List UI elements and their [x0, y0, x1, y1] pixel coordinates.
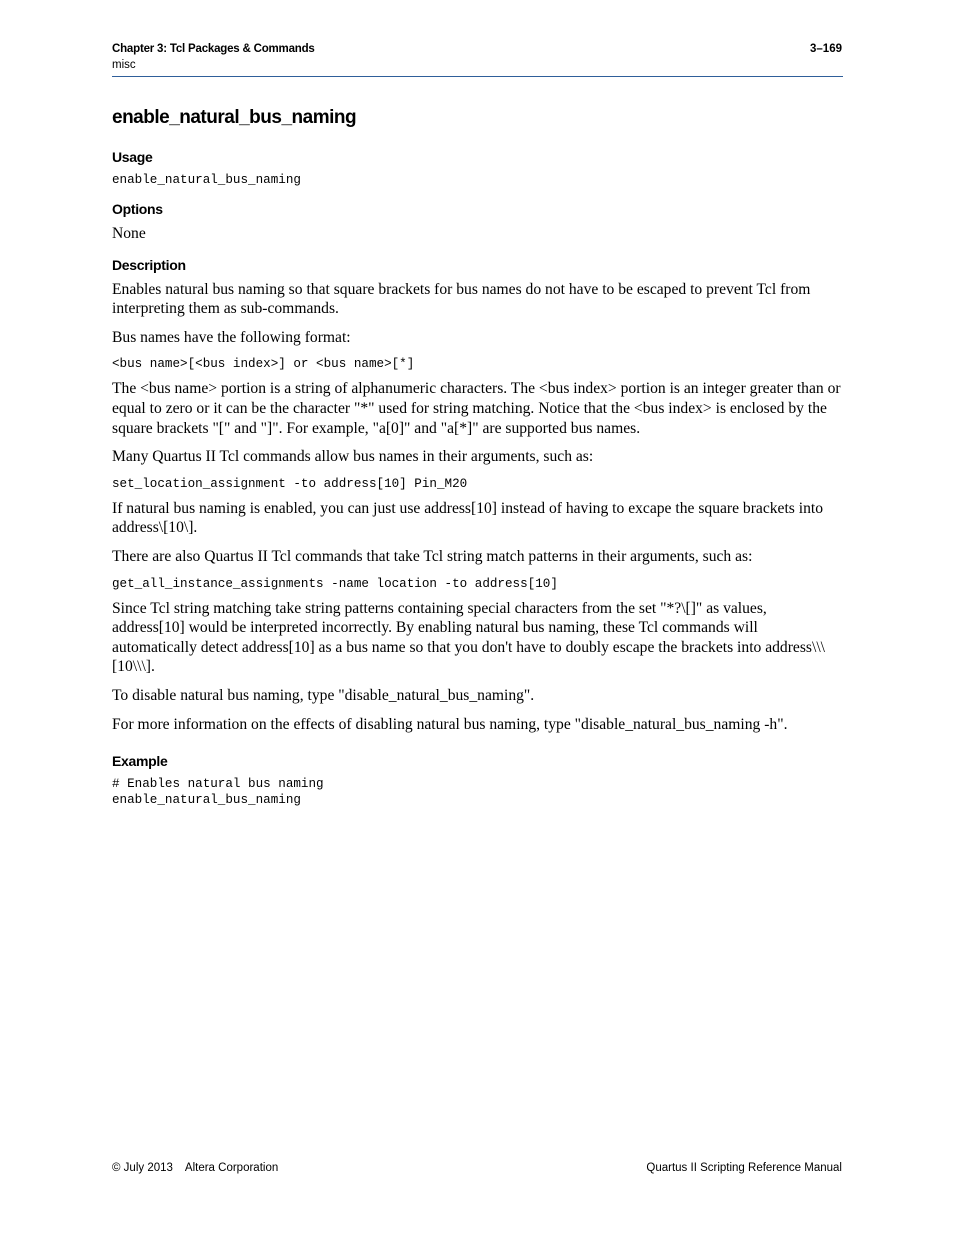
set-location-code: set_location_assignment -to address[10] Pin_M20 [112, 476, 468, 491]
description-paragraph-6: There are also Quartus II Tcl commands that take Tcl string match patterns in their arguments, such as: [112, 547, 753, 565]
footer-manual-title: Quartus II Scripting Reference Manual [646, 1162, 842, 1174]
page-title: enable_natural_bus_naming [112, 107, 357, 128]
options-text: None [112, 225, 146, 242]
options-heading: Options [112, 201, 163, 217]
chapter-header: Chapter 3: Tcl Packages & Commands [112, 43, 315, 55]
footer-left [112, 1162, 290, 1174]
description-paragraph-1: Enables natural bus naming so that square brackets for bus names do not have to be escaped to prevent Tcl from interpreting them as sub-commands. [112, 280, 811, 318]
bus-format-code: <bus name>[<bus index>] or <bus name>[*] [112, 357, 415, 372]
example-code-line-2: enable_natural_bus_naming [112, 793, 301, 808]
description-paragraph-5: If natural bus naming is enabled, you can just use address[10] instead of having to excape the square brackets into address\[10\]. [112, 499, 824, 537]
example-heading: Example [112, 753, 168, 770]
header-rule [112, 76, 843, 77]
description-paragraph-7: Since Tcl string matching take string patterns containing special characters from the set "*?\[]" as values, address[10] would be interpreted incorrectly. By enabling natural bus naming, these Tcl commands will automatically detect address[10] as a bus name so that you don't have to doubly escape the brackets into address\\\[10\\\]. [112, 599, 825, 676]
footer-date: © July 2013 [112, 1162, 173, 1174]
get-assignments-code: get_all_instance_assignments -name location -to address[10] [112, 576, 558, 591]
description-paragraph-9: For more information on the effects of disabling natural bus naming, type "disable_natural_bus_naming -h". [112, 715, 788, 733]
description-heading: Description [112, 256, 186, 273]
example-code-line-1: # Enables natural bus naming [112, 777, 324, 792]
page-number: 3–169 [810, 43, 842, 55]
usage-code: enable_natural_bus_naming [112, 173, 301, 187]
page-content [112, 104, 843, 808]
usage-heading: Usage [112, 149, 153, 165]
description-paragraph-4: Many Quartus II Tcl commands allow bus names in their arguments, such as: [112, 448, 594, 466]
description-paragraph-8: To disable natural bus naming, type "disable_natural_bus_naming". [112, 686, 535, 704]
footer-company: Altera Corporation [184, 1162, 279, 1174]
description-paragraph-3: The <bus name> portion is a string of alphanumeric characters. The <bus index> portion is an integer greater than or equal to zero or it can be the character "*" used for string matching. Notice that the <bus index> is enclosed by the square brackets "[" and "]". For example, "a[0]" and "a[*]" are supported bus names. [112, 380, 841, 437]
description-paragraph-2: Bus names have the following format: [112, 328, 351, 346]
section-name: misc [112, 59, 136, 71]
